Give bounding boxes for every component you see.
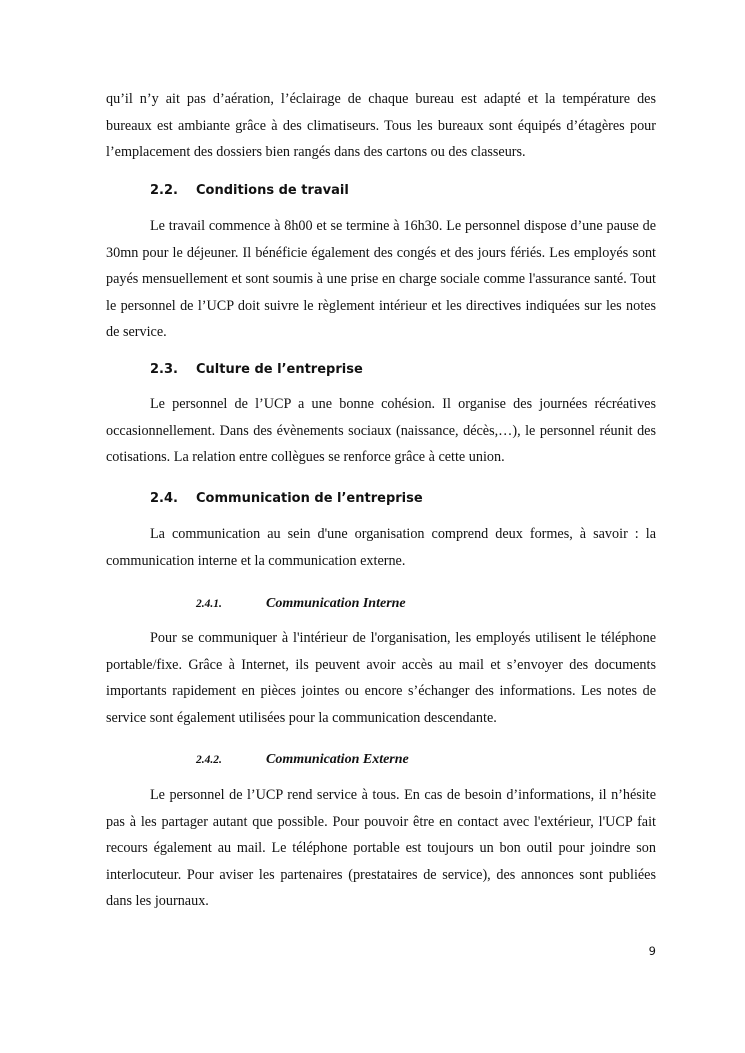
subsection-heading-2-4-2 [196, 752, 409, 768]
subsection-number: 2.4.1. [196, 598, 222, 610]
section-heading-2-2 [150, 183, 349, 198]
section-title: Conditions de travail [196, 183, 349, 198]
intro-paragraph: qu’il n’y ait pas d’aération, l’éclairage de chaque bureau est adapté et la température des bureaux est ambiante grâce à des climatiseurs. Tous les bureaux sont équipés d’étagères pour l’emplacement des dossiers bien rangés dans des cartons ou des classeurs. [106, 91, 656, 160]
subsection-title: Communication Interne [266, 596, 406, 611]
section-heading-2-3 [150, 362, 363, 377]
section-title: Culture de l’entreprise [196, 362, 363, 377]
section-heading-2-4 [150, 491, 423, 506]
section-2-3-paragraph: Le personnel de l’UCP a une bonne cohésion. Il organise des journées récréatives occasionnellement. Dans des évènements sociaux (naissance, décès,…), le personnel réunit des cotisations. La relation entre collègues se renforce grâce à cette union. [106, 396, 656, 465]
section-2-2-paragraph: Le travail commence à 8h00 et se termine à 16h30. Le personnel dispose d’une pause de 30mn pour le déjeuner. Il bénéficie également des congés et des jours fériés. Les employés sont payés mensuellement et sont soumis à une prise en charge sociale comme l'assurance santé. Tout le personnel de l’UCP doit suivre le règlement intérieur et les directives indiquées sur les notes de service. [106, 218, 656, 340]
subsection-title: Communication Externe [266, 752, 409, 767]
section-number: 2.3. [150, 362, 178, 377]
subsection-number: 2.4.2. [196, 754, 222, 766]
section-2-4-paragraph: La communication au sein d'une organisation comprend deux formes, à savoir : la communication interne et la communication externe. [106, 526, 656, 569]
subsection-heading-2-4-1 [196, 596, 406, 612]
subsection-2-4-2-paragraph: Le personnel de l’UCP rend service à tous. En cas de besoin d’informations, il n’hésite pas à les partager autant que possible. Pour pouvoir être en contact avec l'extérieur, l'UCP fait recours également au mail. Le téléphone portable est toujours un bon outil pour joindre son interlocuteur. Pour aviser les partenaires (prestataires de service), des annonces sont publiées dans les journaux. [106, 787, 656, 909]
section-number: 2.2. [150, 183, 178, 198]
subsection-2-4-1-paragraph: Pour se communiquer à l'intérieur de l'organisation, les employés utilisent le téléphone portable/fixe. Grâce à Internet, ils peuvent avoir accès au mail et s’envoyer des documents importants rapidement en pièces jointes ou encore s’échanger des informations. Les notes de service sont également utilisées pour la communication descendante. [106, 630, 656, 726]
page-number: 9 [648, 944, 656, 958]
section-number: 2.4. [150, 491, 178, 506]
section-title: Communication de l’entreprise [196, 491, 423, 506]
